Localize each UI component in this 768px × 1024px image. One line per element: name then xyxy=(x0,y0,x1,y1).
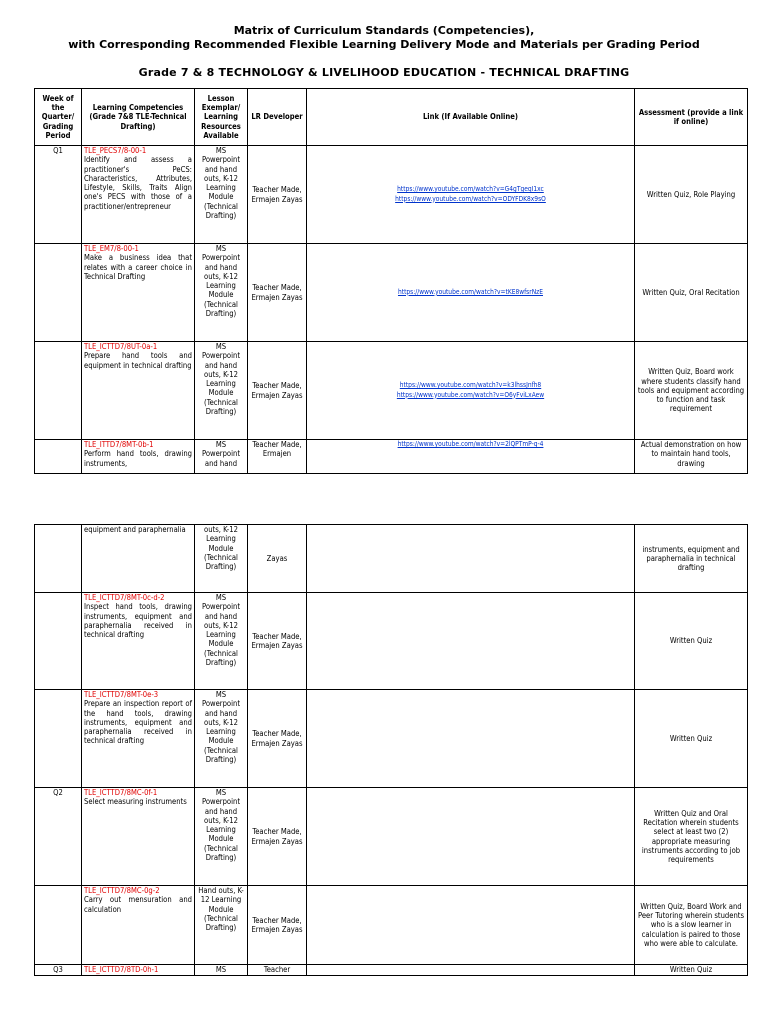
week-cell: Q1 xyxy=(35,146,82,244)
competency-cell xyxy=(82,690,195,788)
link-cell xyxy=(307,525,635,593)
youtube-link[interactable]: https://www.youtube.com/watch?v=G4gTgeqI1xc xyxy=(397,185,544,194)
table-row xyxy=(35,690,748,788)
assessment-cell: Written Quiz, Role Playing xyxy=(635,146,748,244)
link-cell xyxy=(307,690,635,788)
competency-code: TLE_ICTTD7/8TD-0h-1 xyxy=(84,965,159,974)
competency-cell xyxy=(82,244,195,342)
week-cell xyxy=(35,690,82,788)
assessment-cell: Actual demonstration on how to maintain hand tools, drawing xyxy=(635,440,748,474)
curriculum-table-page-1 xyxy=(34,88,748,474)
week-cell xyxy=(35,440,82,474)
week-cell xyxy=(35,593,82,690)
competency-code: TLE_ICTTD7/8MC-0f-1 xyxy=(84,788,158,797)
developer-cell: Teacher Made, Ermajen Zayas xyxy=(248,146,307,244)
table-row xyxy=(35,440,748,474)
assessment-cell: Written Quiz xyxy=(635,965,748,976)
assessment-cell: Written Quiz xyxy=(635,690,748,788)
competency-code: TLE_ITTD7/8MT-0b-1 xyxy=(84,440,154,449)
table-row xyxy=(35,525,748,593)
column-header-developer: LR Developer xyxy=(248,89,307,146)
youtube-link[interactable]: https://www.youtube.com/watch?v=O6yFviLxAew xyxy=(396,390,545,399)
table-row xyxy=(35,788,748,886)
link-cell xyxy=(307,244,635,342)
resources-cell: MS Powerpoint and hand outs, K-12 Learning Module (Technical Drafting) xyxy=(195,788,248,886)
developer-cell: Teacher Made, Ermajen xyxy=(248,440,307,474)
competency-description: Carry out mensuration and calculation xyxy=(84,895,192,914)
assessment-cell: Written Quiz, Oral Recitation xyxy=(635,244,748,342)
assessment-cell: Written Quiz, Board Work and Peer Tutoring wherein students who is a slow learner in calculation is paired to those who were able to calculate. xyxy=(635,886,748,965)
week-cell xyxy=(35,342,82,440)
link-cell xyxy=(307,593,635,690)
competency-cell xyxy=(82,886,195,965)
competency-cell xyxy=(82,593,195,690)
table-row xyxy=(35,886,748,965)
resources-cell: MS Powerpoint and hand xyxy=(195,440,248,474)
curriculum-table-page-2 xyxy=(34,524,748,976)
youtube-link[interactable]: https://www.youtube.com/watch?v=ODYFDK8x9sO xyxy=(395,194,546,203)
resources-cell: Hand outs, K-12 Learning Module (Technical Drafting) xyxy=(195,886,248,965)
column-header-competencies: Learning Competencies (Grade 7&8 TLE-Technical Drafting) xyxy=(82,89,195,146)
table-row xyxy=(35,146,748,244)
assessment-cell: Written Quiz xyxy=(635,593,748,690)
competency-description: Make a business idea that relates with a career choice in Technical Drafting xyxy=(84,253,192,281)
developer-cell: Teacher xyxy=(248,965,307,976)
competency-cell xyxy=(82,146,195,244)
youtube-link[interactable]: https://www.youtube.com/watch?v=k3lhssJnfh8 xyxy=(399,381,542,390)
document-title-line-2: with Corresponding Recommended Flexible Learning Delivery Mode and Materials per Grading Period xyxy=(68,38,700,51)
link-cell xyxy=(307,788,635,886)
document-subtitle: Grade 7 & 8 TECHNOLOGY & LIVELIHOOD EDUCATION - TECHNICAL DRAFTING xyxy=(138,66,630,79)
competency-code: TLE_PECS7/8-00-1 xyxy=(84,146,147,155)
competency-cell xyxy=(82,342,195,440)
assessment-cell: Written Quiz and Oral Recitation wherein students select at least two (2) appropriate measuring instruments according to job requirements xyxy=(635,788,748,886)
developer-cell: Teacher Made, Ermajen Zayas xyxy=(248,342,307,440)
link-cell xyxy=(307,886,635,965)
week-cell xyxy=(35,886,82,965)
table-row xyxy=(35,342,748,440)
column-header-assessment: Assessment (provide a link if online) xyxy=(635,89,748,146)
week-cell: Q2 xyxy=(35,788,82,886)
document-title-line-1: Matrix of Curriculum Standards (Competencies), xyxy=(233,24,535,37)
developer-cell: Zayas xyxy=(248,525,307,593)
competency-description: Perform hand tools, drawing instruments, xyxy=(84,449,192,468)
column-header-week: Week of the Quarter/ Grading Period xyxy=(35,89,82,146)
competency-description: Inspect hand tools, drawing instruments, equipment and paraphernalia received in technical drafting xyxy=(84,602,192,640)
resources-cell: MS Powerpoint and hand outs, K-12 Learning Module (Technical Drafting) xyxy=(195,690,248,788)
competency-description: Prepare hand tools and equipment in technical drafting xyxy=(84,351,192,370)
competency-description: Prepare an inspection report of the hand tools, drawing instruments, equipment and paraphernalia received in technical drafting xyxy=(84,699,192,746)
link-cell xyxy=(307,146,635,244)
competency-code: TLE_ICTTD7/8MT-0e-3 xyxy=(84,690,159,699)
competency-description: Select measuring instruments xyxy=(84,797,187,807)
competency-cell xyxy=(82,965,195,976)
column-header-link: Link (If Available Online) xyxy=(307,89,635,146)
week-cell xyxy=(35,244,82,342)
competency-code: TLE_ICTTD7/8UT-0a-1 xyxy=(84,342,158,351)
link-cell xyxy=(307,440,635,474)
table-row xyxy=(35,965,748,976)
competency-cell xyxy=(82,440,195,474)
competency-description: Identify and assess a practitioner's PeCS: Characteristics, Attributes, Lifestyle, Skills, Traits Align one's PECS with those of a practitioner/entrepreneur xyxy=(84,155,192,211)
resources-cell: outs, K-12 Learning Module (Technical Drafting) xyxy=(195,525,248,593)
competency-code: TLE_ICTTD7/8MC-0g-2 xyxy=(84,886,160,895)
competency-cell xyxy=(82,525,195,593)
competency-cell xyxy=(82,788,195,886)
resources-cell: MS xyxy=(195,965,248,976)
developer-cell: Teacher Made, Ermajen Zayas xyxy=(248,690,307,788)
competency-description: equipment and paraphernalia xyxy=(84,525,186,534)
competency-code: TLE_EM7/8-00-1 xyxy=(84,244,139,253)
link-cell xyxy=(307,342,635,440)
youtube-link[interactable]: https://www.youtube.com/watch?v=2lQPTmP-q-4 xyxy=(397,440,544,448)
assessment-cell: Written Quiz, Board work where students classify hand tools and equipment according to function and task requirement xyxy=(635,342,748,440)
developer-cell: Teacher Made, Ermajen Zayas xyxy=(248,244,307,342)
resources-cell: MS Powerpoint and hand outs, K-12 Learning Module (Technical Drafting) xyxy=(195,593,248,690)
developer-cell: Teacher Made, Ermajen Zayas xyxy=(248,593,307,690)
resources-cell: MS Powerpoint and hand outs, K-12 Learning Module (Technical Drafting) xyxy=(195,146,248,244)
assessment-cell: instruments, equipment and paraphernalia in technical drafting xyxy=(635,525,748,593)
week-cell: Q3 xyxy=(35,965,82,976)
developer-cell: Teacher Made, Ermajen Zayas xyxy=(248,788,307,886)
week-cell xyxy=(35,525,82,593)
table-row xyxy=(35,593,748,690)
developer-cell: Teacher Made, Ermajen Zayas xyxy=(248,886,307,965)
resources-cell: MS Powerpoint and hand outs, K-12 Learning Module (Technical Drafting) xyxy=(195,244,248,342)
youtube-link[interactable]: https://www.youtube.com/watch?v=tKE8wfsrNzE xyxy=(397,287,543,296)
link-cell xyxy=(307,965,635,976)
resources-cell: MS Powerpoint and hand outs, K-12 Learning Module (Technical Drafting) xyxy=(195,342,248,440)
table-row xyxy=(35,244,748,342)
competency-code: TLE_ICTTD7/8MT-0c-d-2 xyxy=(84,593,165,602)
column-header-resources: Lesson Exemplar/ Learning Resources Available xyxy=(195,89,248,146)
